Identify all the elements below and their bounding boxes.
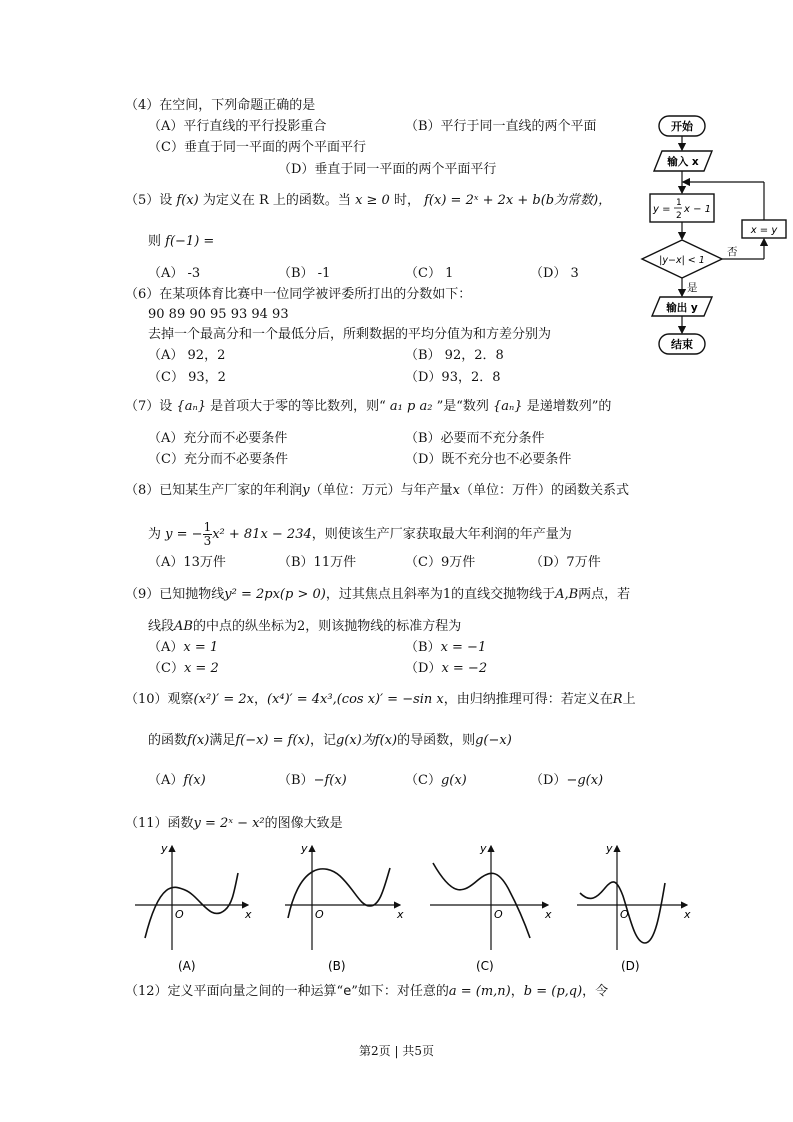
q6-option-b: （B） 92，2．8 [405, 348, 504, 363]
q11-graphs [130, 838, 700, 978]
graph-b-x-label: x [397, 908, 404, 921]
q9-option-c: （C）x = 2 [148, 661, 219, 676]
graph-b [285, 842, 404, 973]
q9-line2: 线段AB的中点的纵坐标为2，则该抛物线的标准方程为 [148, 619, 462, 634]
q6-option-d: （D）93，2．8 [405, 370, 501, 385]
q5-option-b: （B） -1 [278, 266, 331, 281]
q8-line2: 为 y = − $\frac{1}{3}$ x² + 81x − 234，则使该生产厂家获取最大年利润的年产量为 [148, 520, 572, 548]
q8-option-a: （A）13万件 [148, 555, 226, 570]
q9-option-d: （D）x = −2 [405, 661, 488, 676]
flow-update-label: x = y [750, 225, 778, 236]
q9-stem: （9）已知抛物线y² = 2px(p > 0)，过其焦点且斜率为1的直线交抛物线于A,B两点，若 [125, 587, 631, 602]
page-footer: 第2页 | 共5页 [359, 1044, 434, 1058]
q5-option-d: （D） 3 [530, 266, 579, 281]
flow-assign-suffix: x − 1 [684, 204, 712, 215]
graph-a-x-label: x [245, 908, 252, 921]
q7-stem: （7）设 {aₙ} 是首项大于零的等比数列，则“ a₁ p a₂ ”是“数列 {aₙ} 是递增数列”的 [125, 399, 612, 414]
q4-option-b: （B）平行于同一直线的两个平面 [405, 119, 597, 134]
graph-d [577, 842, 691, 973]
q6-option-a: （A） 92，2 [148, 348, 226, 363]
graph-d-origin: O [620, 908, 629, 921]
q10-option-d: （D）−g(x) [530, 773, 604, 788]
q8-option-d: （D）7万件 [530, 555, 601, 570]
q11-stem: （11）函数y = 2ˣ − x²的图像大致是 [125, 816, 343, 831]
q6-scores: 90 89 90 95 93 94 93 [148, 307, 289, 322]
q7-option-b: （B）必要而不充分条件 [405, 431, 545, 446]
graph-a-origin: O [175, 908, 184, 921]
q8-option-b: （B）11万件 [278, 555, 357, 570]
q6-option-c: （C） 93，2 [148, 370, 226, 385]
q10-stem: （10）观察(x²)′ = 2x，(x⁴)′ = 4x³,(cos x)′ = −sin x，由归纳推理可得：若定义在R上 [125, 692, 636, 707]
graph-b-label: (B) [328, 959, 346, 973]
q7-option-c: （C）充分而不必要条件 [148, 452, 288, 467]
q8-stem: （8）已知某生产厂家的年利润y（单位：万元）与年产量x（单位：万件）的函数关系式 [125, 483, 630, 498]
flow-assign-num: 1 [676, 198, 682, 208]
flow-end-label: 结束 [671, 338, 693, 351]
graph-c [430, 842, 552, 973]
q5-option-c: （C） 1 [405, 266, 454, 281]
flow-input-label: 输入 x [667, 156, 699, 168]
q7-option-d: （D）既不充分也不必要条件 [405, 452, 572, 467]
graph-b-y-label: y [301, 842, 308, 855]
flow-start-label: 开始 [671, 120, 693, 133]
graph-a-label: (A) [178, 959, 196, 973]
flow-yes-label: 是 [687, 282, 698, 294]
q5-stem: （5）设 f(x) 为定义在 R 上的函数。当 x ≥ 0 时， f(x) = 2ˣ + 2x + b(b为常数)， [125, 193, 612, 208]
q10-option-c: （C）g(x) [405, 773, 467, 788]
q10-line2: 的函数f(x)满足f(−x) = f(x)，记g(x)为f(x)的导函数，则g(−x) [148, 733, 512, 748]
q5-formula: f(x) = 2ˣ + 2x + b(b为常数)， [424, 193, 612, 208]
graph-d-label: (D) [621, 959, 640, 973]
q4-option-d: （D）垂直于同一平面的两个平面平行 [278, 162, 497, 177]
q9-option-b: （B）x = −1 [405, 640, 487, 655]
q9-option-a: （A）x = 1 [148, 640, 219, 655]
graph-a [135, 842, 252, 973]
q5-line2: 则 f(−1) = [148, 234, 215, 249]
graph-c-y-label: y [480, 842, 487, 855]
graph-c-label: (C) [476, 959, 494, 973]
flow-assign-den: 2 [676, 211, 682, 221]
q6-stem: （6）在某项体育比赛中一位同学被评委所打出的分数如下： [125, 287, 472, 302]
q8-fraction: $\frac{1}{3}$ [203, 520, 212, 548]
flow-assign-prefix: y = [653, 204, 671, 215]
flow-no-label: 否 [727, 246, 738, 258]
q4-stem: （4）在空间，下列命题正确的是 [125, 98, 316, 113]
graph-c-x-label: x [545, 908, 552, 921]
graph-b-origin: O [315, 908, 324, 921]
q10-option-a: （A）f(x) [148, 773, 206, 788]
graph-c-origin: O [494, 908, 503, 921]
flow-condition-label: |y−x| < 1 [659, 255, 705, 266]
q8-option-c: （C）9万件 [405, 555, 476, 570]
q10-option-b: （B）−f(x) [278, 773, 347, 788]
q5-fx: f(x) [176, 193, 199, 208]
q5-option-a: （A） -3 [148, 266, 201, 281]
q7-option-a: （A）充分而不必要条件 [148, 431, 288, 446]
q4-option-c: （C）垂直于同一平面的两个平面平行 [148, 140, 366, 155]
graph-a-y-label: y [161, 842, 168, 855]
q4-option-a: （A）平行直线的平行投影重合 [148, 119, 327, 134]
flowchart [632, 108, 792, 363]
q6-line3: 去掉一个最高分和一个最低分后，所剩数据的平均分值为和方差分别为 [148, 327, 552, 342]
graph-d-y-label: y [606, 842, 613, 855]
q12-stem: （12）定义平面向量之间的一种运算“e”如下：对任意的a = (m,n)，b = (p,q)，令 [125, 984, 609, 999]
flow-output-label: 输出 y [666, 302, 698, 314]
graph-d-x-label: x [684, 908, 691, 921]
